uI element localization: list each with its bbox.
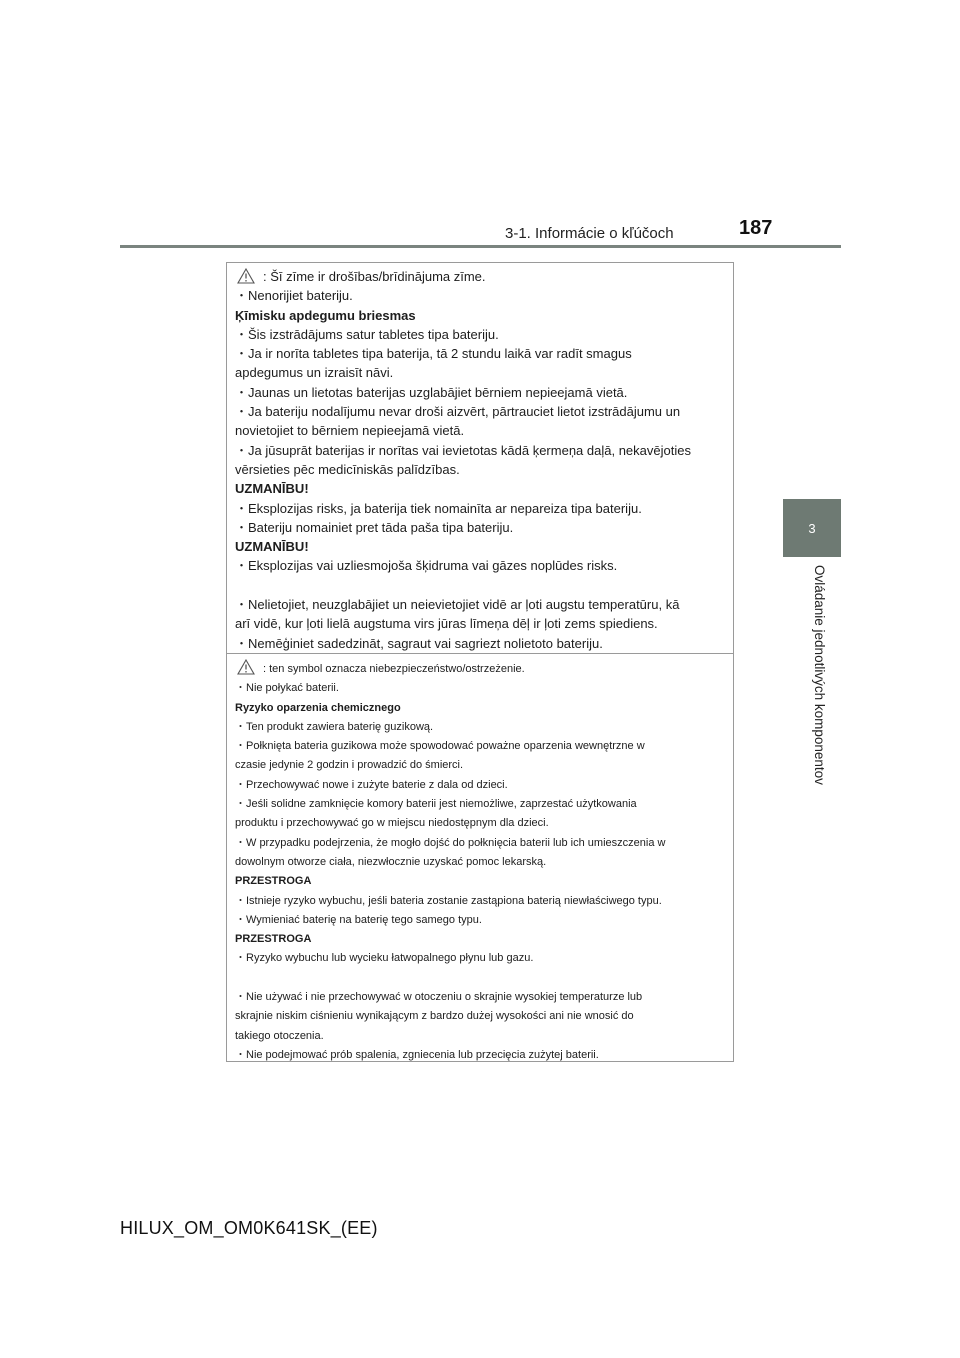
list-item: ・Eksplozijas risks, ja baterija tiek nomainīta ar nepareiza tipa bateriju. [235, 500, 642, 516]
list-item: ・Istnieje ryzyko wybuchu, jeśli bateria zostanie zastąpiona baterią niewłaściwego typu. [235, 894, 662, 907]
list-item-continuation: czasie jedynie 2 godzin i prowadzić do śmierci. [235, 759, 464, 772]
section-heading: Ryzyko oparzenia chemicznego [235, 701, 401, 714]
list-item: ・Eksplozijas vai uzliesmojoša šķidruma vai gāzes noplūdes risks. [235, 558, 618, 574]
list-item: ・Nie podejmować prób spalenia, zgniecenia lub przecięcia zużytej baterii. [235, 1048, 599, 1061]
list-item-continuation: novietojiet to bērniem nepieejamā vietā. [235, 423, 465, 439]
caution-heading: UZMANĪBU! [235, 539, 309, 555]
list-item: ・Nie połykać baterii. [235, 682, 339, 695]
list-item: ・Ten produkt zawiera baterię guzikową. [235, 720, 434, 733]
list-item-continuation: skrajnie niskim ciśnieniu wynikającym z bardzo dużej wysokości ani nie wnosić do [235, 1010, 634, 1023]
battery-warning-box [226, 262, 734, 1062]
spacer [235, 969, 727, 988]
list-item: ・W przypadku podejrzenia, że mogło dojść do połknięcia baterii lub ich umieszczenia w [235, 836, 666, 849]
list-item: ・Ja jūsuprāt baterijas ir norītas vai ievietotas kādā ķermeņa daļā, nekavējoties [235, 442, 691, 458]
list-item: ・Ja bateriju nodalījumu nevar droši aizvērt, pārtrauciet lietot izstrādājumu un [235, 404, 681, 420]
list-item: ・Nelietojiet, neuzglabājiet un neievietojiet vidē ar ļoti augstu temperatūru, kā [235, 597, 680, 613]
list-item-continuation: vērsieties pēc medicīniskās palīdzības. [235, 461, 460, 477]
symbol-note [235, 659, 727, 679]
list-item: ・Bateriju nomainiet pret tāda paša tipa bateriju. [235, 519, 514, 535]
list-item: ・Nemēģiniet sadedzināt, sagraut vai sagriezt nolietoto bateriju. [235, 635, 603, 651]
list-item: ・Ryzyko wybuchu lub wycieku łatwopalnego płynu lub gazu. [235, 952, 534, 965]
language-divider [227, 653, 733, 654]
list-item-continuation: produktu i przechowywać go w miejscu niedostępnym dla dzieci. [235, 817, 549, 830]
chapter-number: 3 [808, 520, 816, 536]
list-item-continuation: dowolnym otworze ciała, niezwłocznie uzyskać pomoc lekarską. [235, 855, 547, 868]
symbol-note-text: : Šī zīme ir drošības/brīdinājuma zīme. [263, 269, 486, 284]
header-rule [120, 245, 841, 248]
page-number: 187 [739, 217, 773, 239]
symbol-note-text: : ten symbol oznacza niebezpieczeństwo/ostrzeżenie. [263, 663, 525, 675]
caution-heading: PRZESTROGA [235, 875, 312, 888]
list-item: ・Nenorijiet bateriju. [235, 288, 353, 304]
list-item-continuation: takiego otoczenia. [235, 1029, 324, 1042]
list-item: ・Wymieniać baterię na baterię tego samego typu. [235, 913, 482, 926]
symbol-note [235, 267, 727, 286]
list-item-continuation: arī vidē, kur ļoti lielā augstuma virs jūras līmeņa dēļ ir ļoti zems spiediens. [235, 616, 658, 632]
chapter-tab [783, 499, 841, 557]
list-item-continuation: apdegumus un izraisīt nāvi. [235, 365, 394, 381]
list-item: ・Jeśli solidne zamknięcie komory baterii jest niemożliwe, zaprzestać użytkowania [235, 798, 637, 811]
caution-heading: UZMANĪBU! [235, 481, 309, 497]
document-code: HILUX_OM_OM0K641SK_(EE) [120, 1218, 378, 1238]
list-item: ・Šis izstrādājums satur tabletes tipa bateriju. [235, 326, 499, 342]
warning-section-polish [235, 659, 727, 1065]
warning-triangle-icon [237, 659, 255, 675]
chapter-label: Ovládanie jednotlivých komponentov [812, 565, 827, 785]
warning-triangle-icon [237, 268, 255, 284]
section-title: 3-1. Informácie o kľúčoch [505, 225, 674, 242]
section-heading: Ķīmisku apdegumu briesmas [235, 307, 416, 323]
list-item: ・Nie używać i nie przechowywać w otoczeniu o skrajnie wysokiej temperaturze lub [235, 991, 643, 1004]
warning-section-latvian [235, 267, 727, 653]
list-item: ・Przechowywać nowe i zużyte baterie z dala od dzieci. [235, 778, 508, 791]
list-item: ・Ja ir norīta tabletes tipa baterija, tā 2 stundu laikā var radīt smagus [235, 346, 632, 362]
list-item: ・Jaunas un lietotas baterijas uzglabājiet bērniem nepieejamā vietā. [235, 384, 628, 400]
caution-heading: PRZESTROGA [235, 933, 312, 946]
list-item: ・Połknięta bateria guzikowa może spowodować poważne oparzenia wewnętrzne w [235, 740, 645, 753]
spacer [235, 576, 727, 595]
